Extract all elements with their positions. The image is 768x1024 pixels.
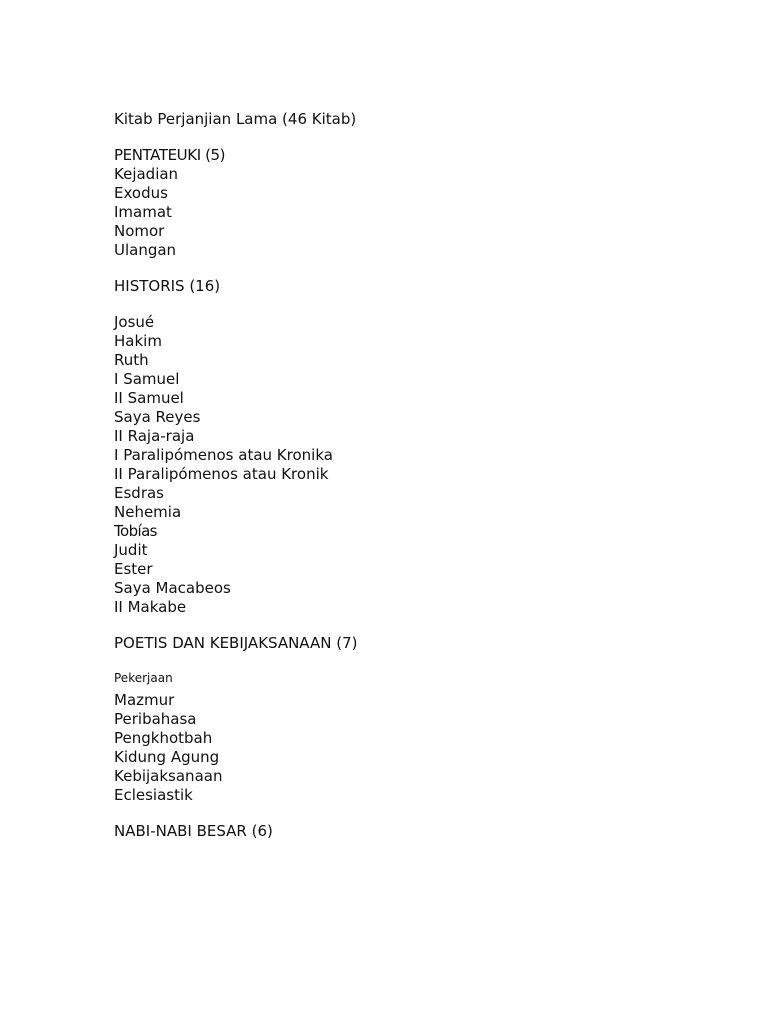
- section-pentateuki: [114, 146, 734, 260]
- section-heading: HISTORIS (16): [114, 277, 221, 295]
- section-heading: PENTATEUKI (5): [114, 146, 226, 164]
- list-item: Peribahasa: [114, 710, 197, 728]
- list-item: Josué: [114, 313, 155, 331]
- list-item: Imamat: [114, 203, 172, 221]
- list-item: Nomor: [114, 222, 165, 240]
- list-item: II Makabe: [114, 598, 187, 616]
- section-poetis: [114, 634, 734, 805]
- list-item: Nehemia: [114, 503, 182, 521]
- list-item: Ruth: [114, 351, 149, 369]
- section-heading: NABI-NABI BESAR (6): [114, 822, 273, 840]
- list-item: Kejadian: [114, 165, 179, 183]
- list-item: Pengkhotbah: [114, 729, 213, 747]
- list-item: Mazmur: [114, 691, 175, 709]
- document-title: Kitab Perjanjian Lama (46 Kitab): [114, 110, 357, 128]
- list-item: II Samuel: [114, 389, 184, 407]
- document-page: [114, 110, 734, 841]
- list-item: I Samuel: [114, 370, 180, 388]
- list-item: Ulangan: [114, 241, 177, 259]
- list-item: II Raja-raja: [114, 427, 195, 445]
- list-item: Ester: [114, 560, 153, 578]
- list-item: Esdras: [114, 484, 164, 502]
- list-item: Kebijaksanaan: [114, 767, 223, 785]
- list-item: II Paralipómenos atau Kronik: [114, 465, 329, 483]
- list-item: Judit: [114, 541, 148, 559]
- list-item: Hakim: [114, 332, 162, 350]
- list-item: Tobías: [114, 522, 157, 540]
- list-item: Eclesiastik: [114, 786, 193, 804]
- list-item: Pekerjaan: [114, 671, 173, 685]
- section-heading: POETIS DAN KEBIJAKSANAAN (7): [114, 634, 358, 652]
- section-nabi-besar: [114, 822, 734, 841]
- list-item: Exodus: [114, 184, 168, 202]
- list-item: Kidung Agung: [114, 748, 220, 766]
- list-item: I Paralipómenos atau Kronika: [114, 446, 333, 464]
- section-historis: [114, 277, 734, 617]
- list-item: Saya Macabeos: [114, 579, 231, 597]
- list-item: Saya Reyes: [114, 408, 201, 426]
